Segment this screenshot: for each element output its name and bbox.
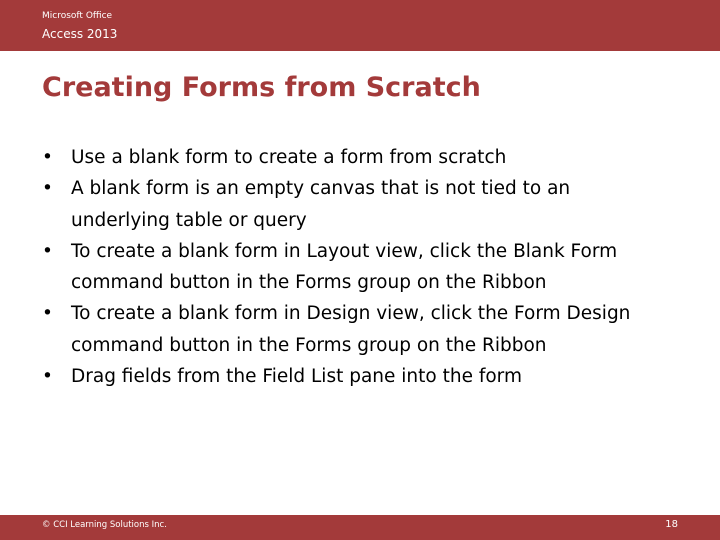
bullet-item	[42, 298, 662, 361]
slide-title: Creating Forms from Scratch	[42, 72, 481, 103]
bullet-item	[42, 173, 662, 236]
bullet-text: Drag fields from the Field List pane into the form	[71, 366, 522, 388]
brand-name: Microsoft Office	[42, 11, 113, 21]
bullet-icon: •	[42, 147, 53, 168]
bullet-icon: •	[42, 303, 53, 325]
bullet-icon: •	[42, 240, 53, 262]
bullet-item	[42, 142, 662, 173]
bullet-icon: •	[42, 178, 53, 200]
bullet-item	[42, 361, 662, 392]
bullet-text: To create a blank form in Design view, click the Form Design command button in the Forms group on the Ribbon	[71, 303, 631, 356]
page-number: 18	[665, 519, 678, 530]
bullet-text: Use a blank form to create a form from scratch	[71, 147, 507, 168]
bullet-icon: •	[42, 366, 53, 388]
bullet-text: To create a blank form in Layout view, click the Blank Form command button in the Forms group on the Ribbon	[71, 240, 618, 294]
product-name: Access 2013	[42, 27, 118, 41]
header-bar	[0, 0, 720, 51]
bullet-list	[42, 142, 662, 392]
bullet-item	[42, 236, 662, 299]
footer-copyright: © CCI Learning Solutions Inc.	[42, 520, 167, 530]
bullet-text: A blank form is an empty canvas that is not tied to an underlying table or query	[71, 178, 571, 231]
